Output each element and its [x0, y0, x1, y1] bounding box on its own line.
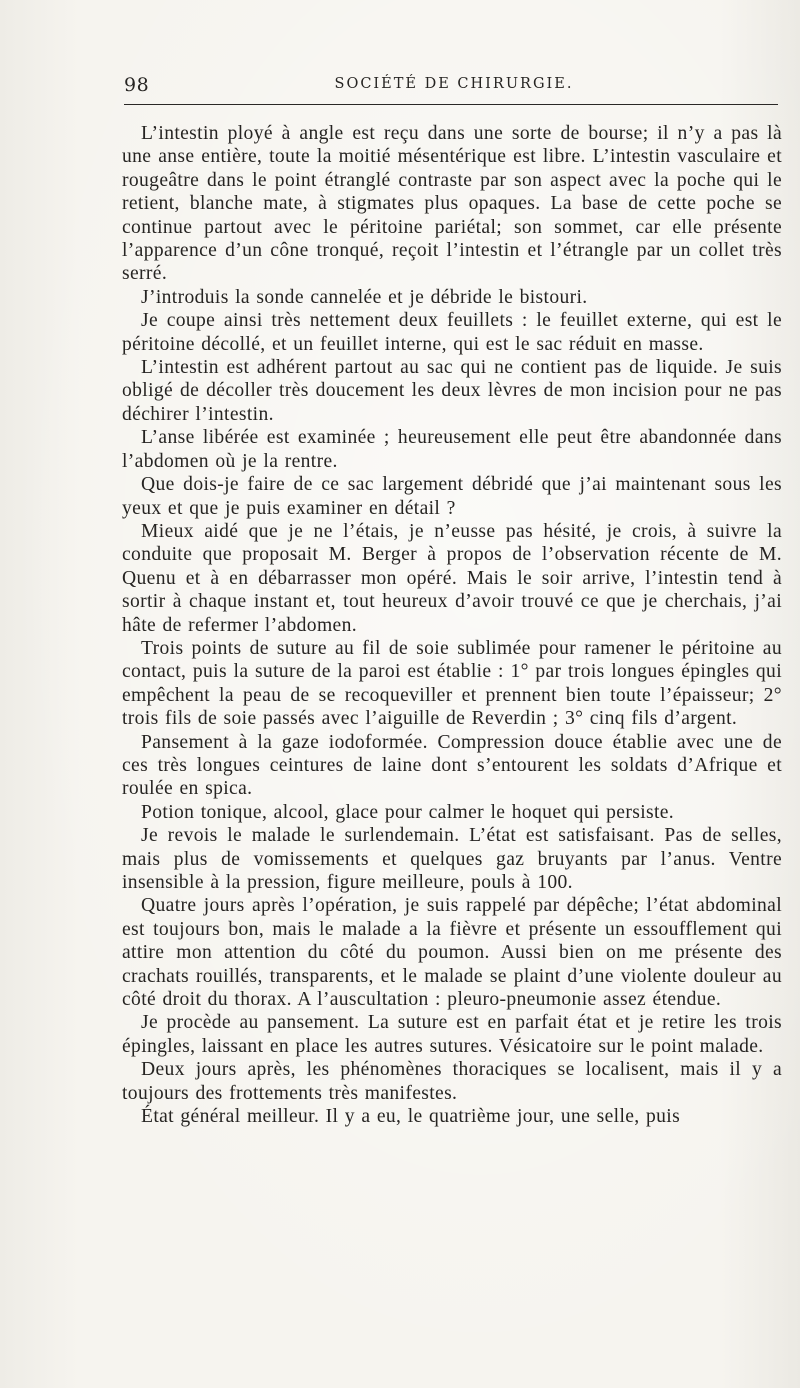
paragraph: Je procède au pansement. La suture est en parfait état et je retire les trois épingles, laissant en place les autres sutures. Vésicatoire sur le point malade.	[122, 1012, 782, 1057]
paragraph: Je coupe ainsi très nettement deux feuillets : le feuillet externe, qui est le péritoine décollé, et un feuillet interne, qui est le sac réduit en masse.	[122, 310, 782, 355]
paragraph: L’anse libérée est examinée ; heureusement elle peut être abandonnée dans l’abdomen où je la rentre.	[122, 427, 782, 472]
paragraph: L’intestin est adhérent partout au sac qui ne contient pas de liquide. Je suis obligé de décoller très doucement les deux lèvres de mon incision pour ne pas déchirer l’intestin.	[122, 357, 782, 425]
page-header	[124, 72, 784, 100]
paragraph: Pansement à la gaze iodoformée. Compression douce établie avec une de ces très longues ceintures de laine dont s’entourent les soldats d’Afrique et roulée en spica.	[122, 731, 782, 800]
paragraph: Trois points de suture au fil de soie sublimée pour ramener le péritoine au contact, puis la suture de la paroi est établie : 1° par trois longues épingles qui empêchent la peau de se recoqueviller et prennent bien toute l’épaisseur; 2° trois fils de soie passés avec l’aiguille de Reverdin ; 3° cinq fils d’argent.	[122, 637, 782, 730]
paragraph: L’intestin ployé à angle est reçu dans une sorte de bourse; il n’y a pas là une anse entière, toute la moitié mésentérique est libre. L’intestin vasculaire et rougeâtre dans le point étranglé contraste par son aspect avec la poche qui le retient, blanche mate, à stigmates plus opaques. La base de cette poche se continue partout avec le péritoine pariétal; son sommet, car elle présente l’apparence d’un cône tronqué, reçoit l’intestin et l’étrangle par un collet très serré.	[122, 123, 782, 285]
header-rule	[124, 104, 778, 105]
paragraph: Potion tonique, alcool, glace pour calmer le hoquet qui persiste.	[141, 801, 675, 823]
paragraph: Je revois le malade le surlendemain. L’état est satisfaisant. Pas de selles, mais plus de vomissements et quelques gaz bruyants par l’anus. Ventre insensible à la pression, figure meilleure, pouls à 100.	[122, 825, 782, 893]
paragraph: Deux jours après, les phénomènes thoraciques se localisent, mais il y a toujours des frottements très manifestes.	[122, 1059, 782, 1104]
page-number: 98	[124, 74, 150, 96]
paragraph: Quatre jours après l’opération, je suis rappelé par dépêche; l’état abdominal est toujours bon, mais le malade a la fièvre et présente un essoufflement qui attire mon attention du côté du poumon. Aussi bien on me présente des crachats rouillés, transparents, et le malade se plaint d’une violente douleur au côté droit du thorax. A l’auscultation : pleuro-pneumonie assez étendue.	[122, 895, 782, 1011]
running-title: SOCIÉTÉ DE CHIRURGIE.	[334, 76, 574, 92]
paragraph: Que dois-je faire de ce sac largement débridé que j’ai maintenant sous les yeux et que je puis examiner en détail ?	[122, 474, 782, 519]
paragraph: J’introduis la sonde cannelée et je débride le bistouri.	[141, 286, 588, 308]
paragraph: Mieux aidé que je ne l’étais, je n’eusse pas hésité, je crois, à suivre la conduite que proposait M. Berger à propos de l’observation récente de M. Quenu et à en débarrasser mon opéré. Mais le soir arrive, l’intestin tend à sortir à chaque instant et, tout heureux d’avoir trouvé ce que je cherchais, j’ai hâte de refermer l’abdomen.	[122, 520, 782, 636]
article-body	[122, 122, 782, 1128]
paragraph: État général meilleur. Il y a eu, le quatrième jour, une selle, puis	[141, 1106, 681, 1128]
